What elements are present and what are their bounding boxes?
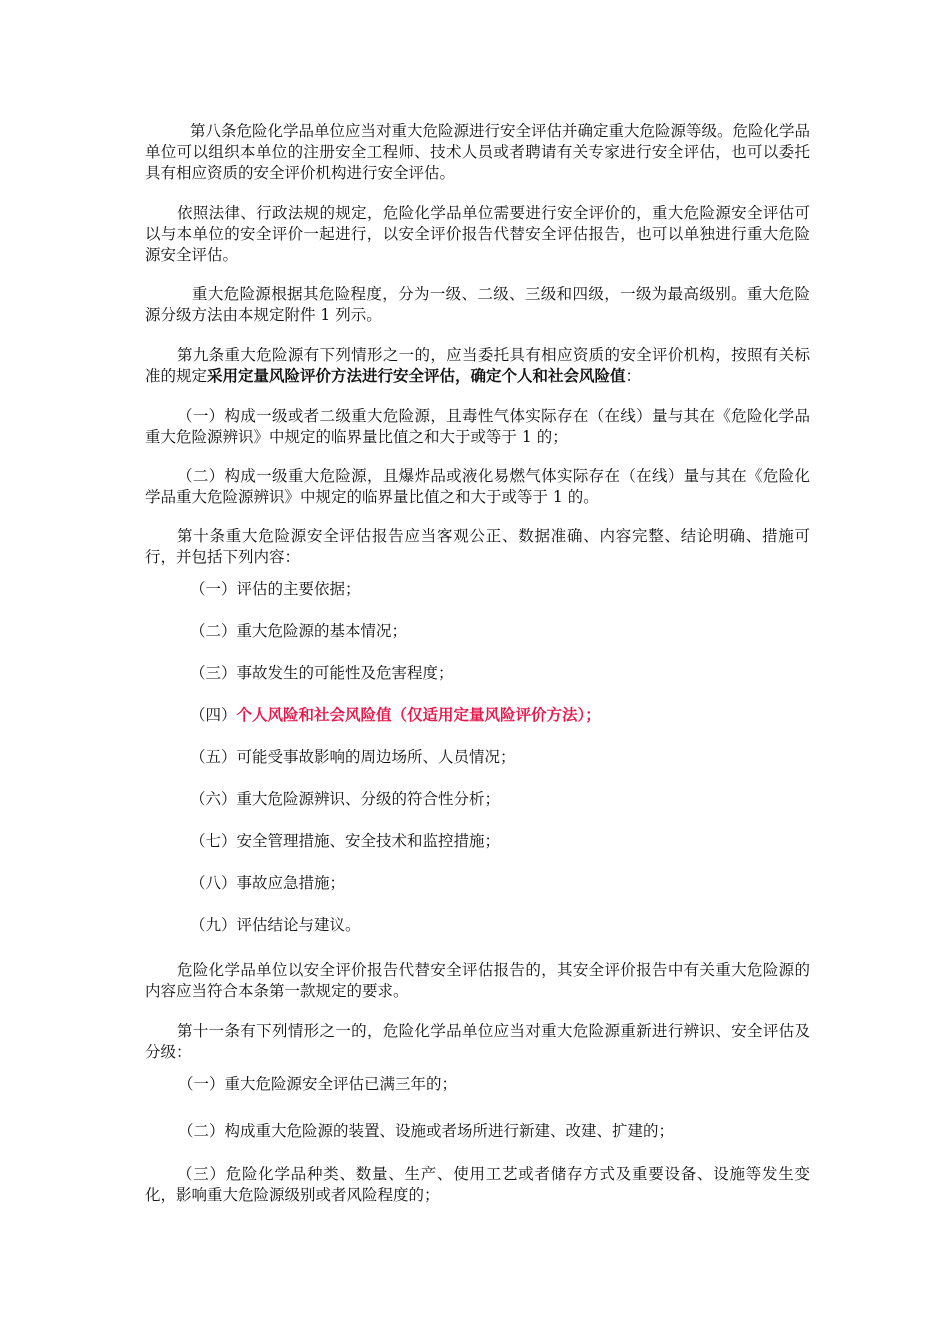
article-10-item-4-highlight: 个人风险和社会风险值（仅适用定量风险评价方法）； [236,706,601,724]
article-9-item-2: （二）构成一级重大危险源，且爆炸品或液化易燃气体实际存在（在线）量与其在《危险化学品重大危险源辨识》中规定的临界量比值之和大于或等于 1 的。 [145,467,810,506]
article-10-item-5: （五）可能受事故影响的周边场所、人员情况； [190,748,516,766]
article-10-item-3: （三）事故发生的可能性及危害程度； [190,664,454,682]
article-11-item-2: （二）构成重大危险源的装置、设施或者场所进行新建、改建、扩建的； [178,1122,675,1140]
article-8-paragraph-2: 依照法律、行政法规的规定，危险化学品单位需要进行安全评价的，重大危险源安全评估可以与本单位的安全评价一起进行，以安全评价报告代替安全评估报告，也可以单独进行重大危险源安全评估。 [145,204,810,264]
article-8-paragraph-3: 重大危险源根据其危险程度，分为一级、二级、三级和四级，一级为最高级别。重大危险源分级方法由本规定附件 1 列示。 [145,285,810,324]
article-10-paragraph-2: 危险化学品单位以安全评价报告代替安全评估报告的，其安全评价报告中有关重大危险源的内容应当符合本条第一款规定的要求。 [145,961,810,1000]
article-11-intro: 第十一条有下列情形之一的，危险化学品单位应当对重大危险源重新进行辨识、安全评估及分级： [145,1022,810,1061]
article-10-item-4 [190,705,601,726]
article-10-item-2: （二）重大危险源的基本情况； [190,622,408,640]
article-10-item-8: （八）事故应急措施； [190,874,346,892]
article-8-paragraph-1: 第八条危险化学品单位应当对重大危险源进行安全评估并确定重大危险源等级。危险化学品单位可以组织本单位的注册安全工程师、技术人员或者聘请有关专家进行安全评估，也可以委托具有相应资质的安全评价机构进行安全评估。 [145,122,811,182]
article-10-item-1: （一）评估的主要依据； [190,580,361,598]
article-10-intro: 第十条重大危险源安全评估报告应当客观公正、数据准确、内容完整、结论明确、措施可行，并包括下列内容： [145,527,810,566]
article-9-item-1: （一）构成一级或者二级重大危险源，且毒性气体实际存在（在线）量与其在《危险化学品重大危险源辨识》中规定的临界量比值之和大于或等于 1 的； [145,407,810,446]
article-10-item-7: （七）安全管理措施、安全技术和监控措施； [190,832,501,850]
article-9-intro-bold: 采用定量风险评价方法进行安全评估，确定个人和社会风险值 [207,367,626,385]
article-10-item-6: （六）重大危险源辨识、分级的符合性分析； [190,790,501,808]
article-9-intro-end: ： [625,367,642,385]
article-9-intro [145,345,810,387]
article-10-item-4-prefix: （四） [190,706,237,724]
article-9-intro-text: 第九条重大危险源有下列情形之一的，应当委托具有相应资质的安全评价机构，按照有关标准的规定 [145,346,810,385]
article-11-item-1: （一）重大危险源安全评估已满三年的； [178,1075,458,1093]
article-11-item-3: （三）危险化学品种类、数量、生产、使用工艺或者储存方式及重要设备、设施等发生变化，影响重大危险源级别或者风险程度的； [145,1165,810,1204]
article-10-item-9: （九）评估结论与建议。 [190,916,361,934]
